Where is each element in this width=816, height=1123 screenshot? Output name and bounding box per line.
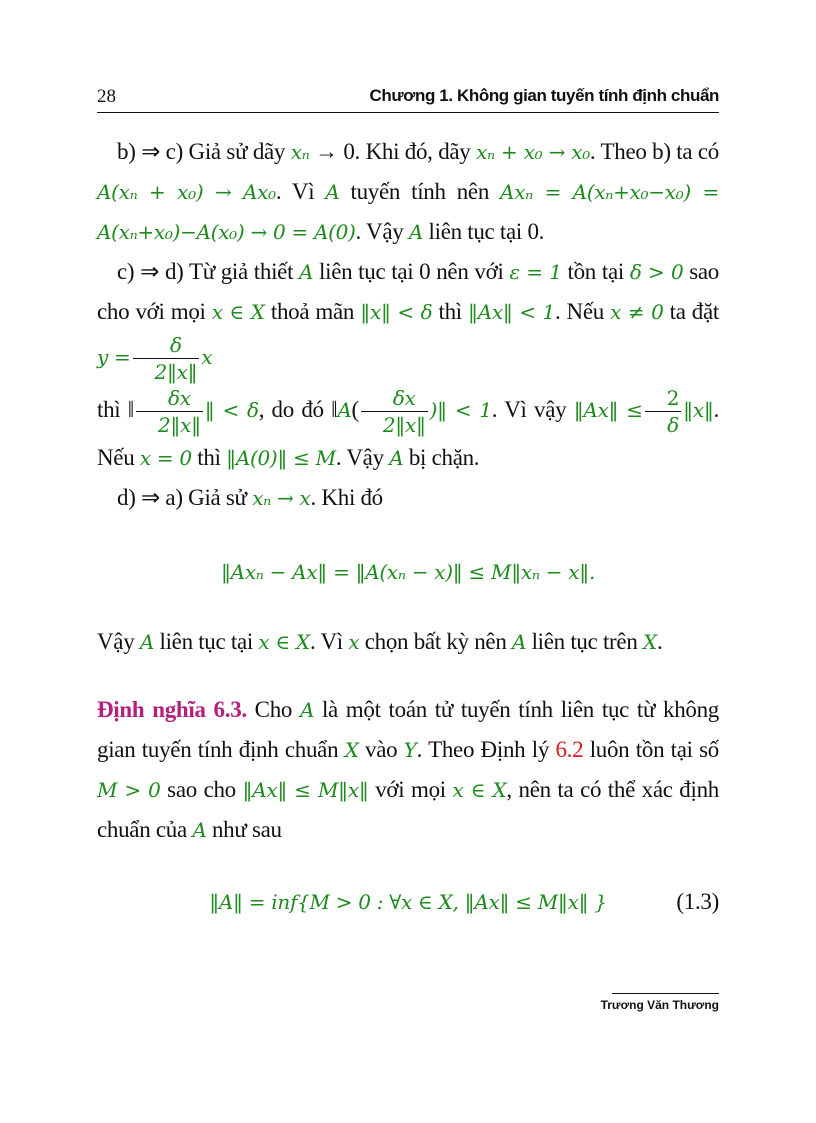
math: A(xₙ + x₀) → Ax₀ — [97, 180, 276, 204]
text: b) ⇒ c) Giả sử dãy — [117, 139, 291, 164]
math: δx — [361, 385, 428, 412]
math: X — [344, 738, 359, 762]
math: ‖A(0)‖ ≤ M — [226, 446, 336, 470]
text: . Vậy — [335, 445, 390, 470]
math: ‖x‖ < δ — [360, 300, 433, 324]
display-equation — [97, 552, 719, 592]
display-equation-1-3 — [97, 882, 719, 922]
math: x — [348, 630, 360, 654]
text: . Vì — [275, 179, 326, 204]
math: )‖ < 1 — [429, 397, 492, 422]
definition-6-3 — [97, 690, 719, 850]
text: sao cho với mọi — [97, 259, 719, 324]
math: xₙ → x — [252, 486, 311, 510]
text: . Vậy — [355, 219, 409, 244]
paragraph-conclusion — [97, 622, 719, 662]
text: thoả mãn — [264, 299, 361, 324]
text: , nên ta có thể xác định chuẩn của — [97, 777, 719, 842]
math: M > 0 — [97, 778, 161, 802]
math: A — [299, 698, 315, 722]
equation-number: (1.3) — [676, 889, 719, 914]
math: 2‖x‖ — [157, 413, 201, 437]
math: x = 0 — [139, 446, 192, 470]
math: ‖Ax‖ ≤ M‖x‖ — [242, 778, 369, 802]
math: ‖x‖ — [683, 397, 714, 422]
math: x — [201, 344, 213, 369]
text: Vậy — [97, 629, 140, 654]
text: . Nếu — [554, 299, 611, 324]
math: A — [325, 180, 340, 204]
text: c) ⇒ d) Từ giả thiết — [117, 259, 300, 284]
math: x ∈ X — [452, 778, 507, 802]
text: vào — [358, 737, 404, 762]
text: liên tục tại — [154, 629, 259, 654]
text: . — [656, 629, 663, 654]
math: δ — [133, 332, 200, 359]
footer-author: Trương Văn Thương — [600, 998, 719, 1012]
page-number: 28 — [97, 86, 116, 107]
text: như sau — [206, 817, 282, 842]
text: thì — [191, 445, 227, 470]
fraction — [361, 385, 428, 438]
math: y = — [97, 344, 131, 369]
text: tuyến tính nên — [339, 179, 501, 204]
math: Axₙ = A(xₙ+x₀−x₀) = A(xₙ+x₀)−A(x₀) → 0 = A(0) — [97, 180, 719, 244]
text: , do đó — [258, 396, 332, 422]
text: → 0. Khi đó, dãy — [309, 139, 477, 164]
paragraph-proof-d-a — [97, 478, 719, 518]
math: ‖Axₙ − Ax‖ = ‖A(xₙ − x)‖ ≤ M‖xₙ − x‖. — [220, 560, 596, 584]
math: A — [511, 630, 527, 654]
paragraph-proof-b-c — [97, 132, 719, 252]
math: ‖Ax‖ < 1 — [468, 300, 555, 324]
text: luôn tồn tại số — [583, 737, 720, 762]
fraction — [136, 385, 203, 438]
math: 2‖x‖ — [154, 360, 198, 384]
math: A — [139, 630, 155, 654]
text: ta đặt — [663, 299, 719, 324]
math: A — [299, 260, 314, 284]
text: thì — [432, 299, 469, 324]
math: x ≠ 0 — [610, 300, 664, 324]
text: bị chặn. — [403, 445, 480, 470]
math: δ > 0 — [629, 260, 684, 284]
text: chọn bất kỳ nên — [359, 629, 512, 654]
math: Y — [403, 738, 417, 762]
math: x ∈ X — [258, 630, 310, 654]
text: . Vì vậy — [491, 396, 574, 422]
math: δx — [136, 385, 203, 412]
math: xₙ — [290, 140, 310, 164]
text: . Nếu — [97, 396, 720, 470]
text: liên tục trên — [526, 629, 643, 654]
text: Cho — [246, 697, 300, 722]
text: . Vì — [309, 629, 349, 654]
definition-heading: Định nghĩa 6.3. — [97, 697, 247, 722]
math: ‖ < δ — [204, 397, 259, 422]
text: d) ⇒ a) Giả sử — [117, 485, 253, 510]
math: 2 — [645, 385, 681, 412]
math: ε = 1 — [509, 260, 562, 284]
text: liên tục tại 0. — [423, 219, 545, 244]
page-header — [97, 84, 719, 113]
text: tồn tại — [561, 259, 630, 284]
text: . Theo b) ta có — [589, 139, 719, 164]
text: sao cho — [160, 777, 243, 802]
math: ‖A‖ = inf{M > 0 : ∀x ∈ X, ‖Ax‖ ≤ M‖x‖ } — [209, 890, 607, 914]
math: ‖Ax‖ ≤ — [573, 397, 643, 422]
running-title: Chương 1. Không gian tuyến tính định chuẩn — [369, 86, 719, 105]
math: X — [642, 630, 657, 654]
text: thì — [97, 396, 128, 422]
text: . Khi đó — [310, 485, 383, 510]
page-body — [97, 132, 719, 922]
math: xₙ + x₀ → x₀ — [476, 140, 590, 164]
fraction — [133, 332, 200, 385]
text: với mọi — [368, 777, 453, 802]
math: A — [389, 446, 404, 470]
math: A — [192, 818, 207, 842]
math: A — [337, 397, 352, 422]
math: x ∈ X — [211, 300, 265, 324]
text: là một toán tử tuyến tính liên tục từ không gian tuyến tính định chuẩn — [97, 697, 719, 762]
math: 2‖x‖ — [382, 413, 426, 437]
paragraph-proof-c-d: c) ⇒ d) Từ giả thiết A liên tục tại 0 nên với ε = 1 tồn tại δ > 0 sao cho với mọi x ∈ X thoả mãn ‖x‖ < δ thì ‖Ax‖ < 1. Nếu x ≠ 0 ta đặt y = $\frac{\delta}{2‖x‖}$ x thì ‖ $\frac{\delta x}{2‖x‖}$ ‖ < δ, do đó ‖A( $\frac{\delta x}{2‖x‖}$ )‖ < 1. Vì vậy ‖Ax‖ ≤ $\frac{2}{\delta}$ ‖x‖. Nếu x = 0 thì ‖A(0)‖ ≤ M. Vậy A bị chặn. — [97, 259, 720, 470]
text: . Theo Định lý — [416, 737, 556, 762]
theorem-reference-link[interactable]: 6.2 — [555, 737, 584, 762]
math: δ — [667, 413, 679, 437]
footer-rule — [612, 993, 719, 994]
fraction — [645, 385, 681, 438]
math: A — [408, 220, 424, 244]
text: liên tục tại 0 nên với — [313, 259, 510, 284]
